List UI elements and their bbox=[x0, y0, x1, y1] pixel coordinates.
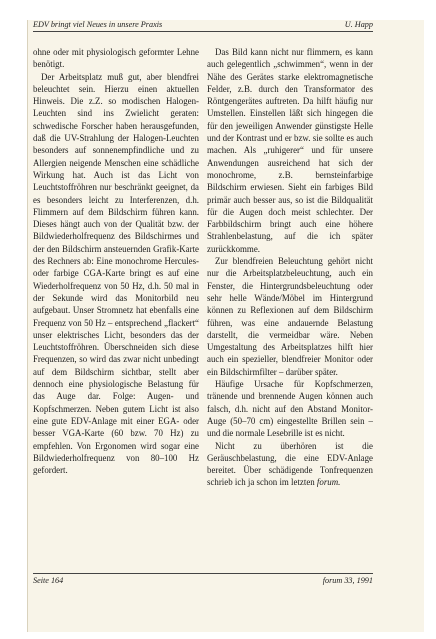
left-column bbox=[33, 46, 199, 476]
paragraph-text: Nicht zu überhören ist die Geräuschbelastung, die eine EDV-Anlage bereitet. Über schädigende Tonfrequenzen schrieb ich ja schon im letzten bbox=[207, 440, 373, 488]
journal-issue: forum 33, 1991 bbox=[322, 576, 373, 585]
journal-name: forum. bbox=[316, 477, 341, 488]
paragraph: Häufige Ursache für Kopfschmerzen, tränende und brennende Augen können auch falsch, d.h. nicht auf den Abstand Monitor-Auge (50–70 cm) eingestellte Brillen sein – und die normale Lesebrille ist es nicht. bbox=[207, 379, 373, 439]
page-footer bbox=[33, 573, 373, 585]
header-author: U. Happ bbox=[344, 20, 373, 29]
right-column bbox=[207, 46, 373, 489]
running-header bbox=[33, 20, 373, 32]
paragraph: Zur blendfreien Beleuchtung gehört nicht nur die Arbeitsplatzbeleuchtung, auch ein Fenster, die Hintergrundsbeleuchtung oder sehr helle Wände/Möbel im Hintergrund können zu Reflexionen auf dem Bildschirm führen, was eine andauernde Belastung darstellt, die vermeidbar wäre. Neben Umgestaltung des Arbeitsplatzes hilft hier auch ein spezieller, blendfreier Monitor oder ein Bildschirmfilter – darüber später. bbox=[207, 256, 373, 377]
paragraph: ohne oder mit physiologisch geformter Lehne benötigt. bbox=[33, 47, 199, 70]
paragraph: Der Arbeitsplatz muß gut, aber blendfrei beleuchtet sein. Hierzu einen aktuellen Hinweis. Die z.Z. so modischen Halogen-Leuchten sind ins Zwielicht geraten: schwedische Forscher haben herausgefunden, daß die UV-Strahlung der Halogen-Leuchten besonders auf sonnenempfindliche und zu Allergien neigende Menschen eine schädliche Wirkung hat. Auch ist das Licht von Leuchtstoffröhren nur beschränkt geeignet, da es besonders leicht zu Interferenzen, d.h. Flimmern auf dem Bildschirm führen kann. Dieses hängt auch von der Qualität bzw. der Bildwiederholfrequenz des Bildschirmes und der den Bildschirm ansteuernden Grafik-Karte des Rechners ab: Eine monochrome Hercules- oder farbige CGA-Karte bringt es auf eine Wiederholfrequenz von 50 Hz, d.h. 50 mal in der Sekunde wird das Monitorbild neu aufgebaut. Unser Stromnetz hat ebenfalls eine Frequenz von 50 Hz – entsprechend „flackert“ unser elektrisches Licht, besonders das der Leuchtstoffröhren. Überschneiden sich diese Frequenzen, so wird das zwar nicht unbedingt auf dem Bildschirm sichtbar, stellt aber dennoch eine physiologische Belastung für das Auge dar. Folge: Augen- und Kopfschmerzen. Neben gutem Licht ist also eine gute EDV-Anlage mit einer EGA- oder besser VGA-Karte (60 bzw. 70 Hz) zu empfehlen. Von Ergonomen wird sogar eine Bildwiederholfrequenz von 80–100 Hz gefordert. bbox=[33, 71, 199, 476]
paragraph: Das Bild kann nicht nur flimmern, es kann auch gelegentlich „schwimmen“, wenn in der Nähe des Gerätes starke elektromagnetische Felder, z.B. durch den Transformator des Röntgengerätes auftreten. Da hilft häufig nur Umstellen. Einstellen läßt sich hingegen die für den jeweiligen Anwender günstigste Helle und der Kontrast und er bzw. sie sollte es auch machen. Als „ruhigerer“ und für unsere Anwendungen ausreichend hat sich der monochrome, z.B. bernsteinfarbige Bildschirm erwiesen. Sieht ein farbiges Bild primär auch besser aus, so ist die Bildqualität für die Augen doch meist schlechter. Der Farbbildschirm bringt auch eine höhere Strahlenbelastung, auf die ich später zurückkomme. bbox=[207, 47, 373, 254]
page-number: Seite 164 bbox=[33, 576, 64, 585]
header-title: EDV bringt viel Neues in unsere Praxis bbox=[33, 20, 163, 29]
paragraph bbox=[207, 440, 373, 489]
